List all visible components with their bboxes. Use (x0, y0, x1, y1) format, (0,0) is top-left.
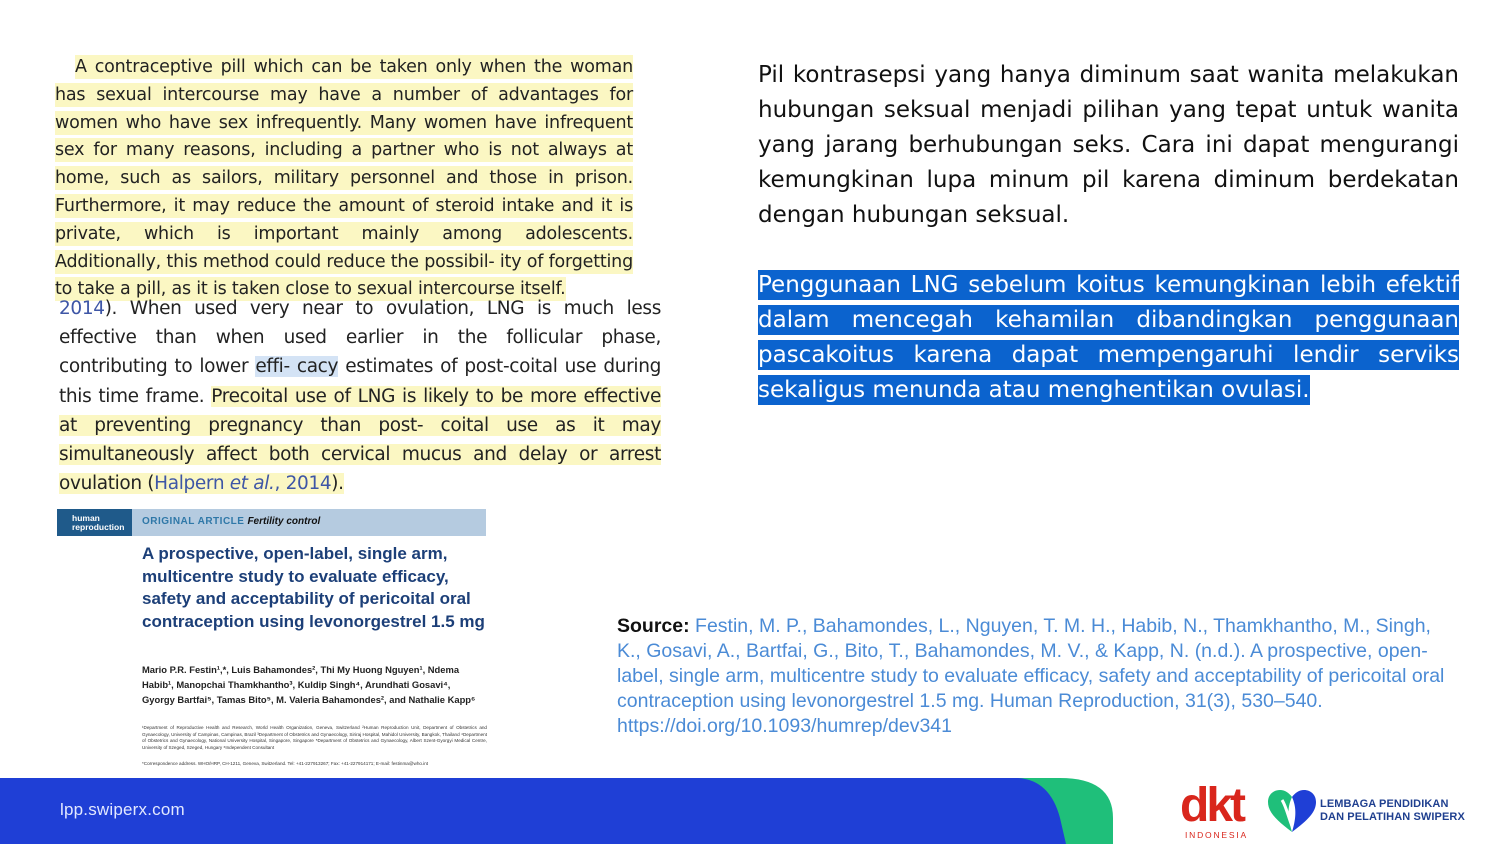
cite-author: Halpern (154, 473, 230, 495)
excerpt-2 (59, 294, 661, 498)
excerpt-2-close: ). (331, 473, 344, 495)
citation-halpern-link[interactable] (154, 473, 331, 494)
footer-url[interactable]: lpp.swiperx.com (60, 800, 185, 819)
source-label: Source: (617, 615, 690, 637)
article-affiliations: ¹Department of Reproductive Health and Research, World Health Organization, Geneva, Switzerland ²Human Reproduction Unit, Department of Obstetrics and Gynaecology, University of Campinas, Campinas, Brazil ³Department of Obstetrics and Gynaecology, Siriraj Hospital, Mahidol University, Bangkok, Thailand ⁴Department of Obstetrics and Gynaecology, National University Hospital, Singapore, Singapore ⁵Department of Obstetrics and Gynaecology, Albert Szent-Gyorgyi Medical Centre, University of Szeged, Szeged, Hungary ⁶Independent Consultant (142, 725, 487, 750)
excerpt-2-text-b: estimates of post-coital use during this time frame. (59, 356, 661, 407)
citation-year-link[interactable]: 2014 (59, 298, 105, 319)
excerpt-2-text-a: ). When used very near to ovulation, LNG is much less effective than when used earlier in the follicular phase, contributing to lower (59, 298, 661, 378)
excerpt-2-paragraph (59, 294, 661, 498)
article-type (142, 516, 320, 527)
excerpt-2-highlight-text: Precoital use of LNG is likely to be more effective at preventing pregnancy than post- coital use as it may simultaneously affect both cervical mucus and delay or arrest ovulation ( (59, 385, 661, 495)
cite-tail: , 2014 (274, 473, 332, 495)
excerpt-1-text: A contraceptive pill which can be taken only when the woman has sexual intercourse may have a number of advantages for women who have sex infrequently. Many women have infrequent sex for many reasons, including a partner who is not always at home, such as sailors, military personnel and those in prison. Furthermore, it may reduce the amount of steroid intake and it is private, which is important mainly among adolescents. Additionally, this method could reduce the possibil- ity of forgetting to take a pill, as it is taken close to sexual intercourse itself. (55, 57, 633, 300)
journal-tag: human reproduction (57, 509, 132, 536)
article-authors: Mario P.R. Festin¹,*, Luis Bahamondes², Thi My Huong Nguyen¹, Ndema Habib¹, Manopchai Thamkhantho³, Kuldip Singh⁴, Arundhati Gosavi⁴, Gyorgy Bartfai⁵, Tamas Bito⁵, M. Valeria Bahamondes², and Nathalie Kapp⁶ (142, 664, 476, 705)
dkt-logo (1180, 779, 1250, 840)
summary-paragraph-1: Pil kontrasepsi yang hanya diminum saat wanita melakukan hubungan seksual menjadi pilihan yang tepat untuk wanita yang jarang berhubungan seks. Cara ini dapat mengurangi kemungkinan lupa minum pil karena diminum berdekatan dengan hubungan seksual. (758, 62, 1459, 228)
article-category: Fertility control (247, 516, 321, 527)
swiperx-logo (1268, 788, 1488, 836)
dkt-logo-subtitle: INDONESIA (1185, 830, 1248, 840)
cite-etal: et al. (229, 473, 275, 495)
swiperx-line-1: LEMBAGA PENDIDIKAN (1320, 798, 1449, 810)
source-citation (617, 614, 1457, 739)
source-text[interactable]: Festin, M. P., Bahamondes, L., Nguyen, T. M. H., Habib, N., Thamkhantho, M., Singh, K., Gosavi, A., Bartfai, G., Bito, T., Bahamondes, M. V., & Kapp, N. (n.d.). A prospective, open-label, single arm, multicentre study to evaluate efficacy, safety and acceptability of pericoital oral contraception using levonorgestrel 1.5 mg. Human Reproduction, 31(3), 530–540. https://doi.org/10.1093/humrep/dev341 (617, 615, 1445, 737)
summary-paragraph-2-selected: Penggunaan LNG sebelum koitus kemungkinan lebih efektif dalam mencegah kehamilan dibandingkan penggunaan pascakoitus karena dapat mempengaruhi lendir serviks sekaligus menunda atau menghentikan ovulasi. (758, 272, 1459, 403)
article-title: A prospective, open-label, single arm, multicentre study to evaluate efficacy, safety and acceptability of pericoital oral contraception using levonorgestrel 1.5 mg (142, 544, 485, 631)
excerpt-1-paragraph (55, 54, 633, 304)
swiperx-logo-text (1320, 798, 1465, 824)
swiperx-heart-icon (1268, 790, 1316, 834)
article-header (57, 509, 486, 777)
summary-paragraph-2 (758, 268, 1459, 408)
article-correspondence: *Correspondence address. WHO/HRP, CH-1211, Geneva, Switzerland. Tel: +41-227913267; Fax: +41-227914171; E-mail: festinma@who.int (142, 761, 429, 766)
article-type-label: ORIGINAL ARTICLE (142, 516, 245, 527)
swiperx-line-2: DAN PELATIHAN SWIPERX (1320, 811, 1465, 823)
excerpt-1 (55, 54, 633, 304)
selected-text: effi- cacy (255, 356, 339, 378)
dkt-logo-word: dkt (1180, 779, 1243, 832)
